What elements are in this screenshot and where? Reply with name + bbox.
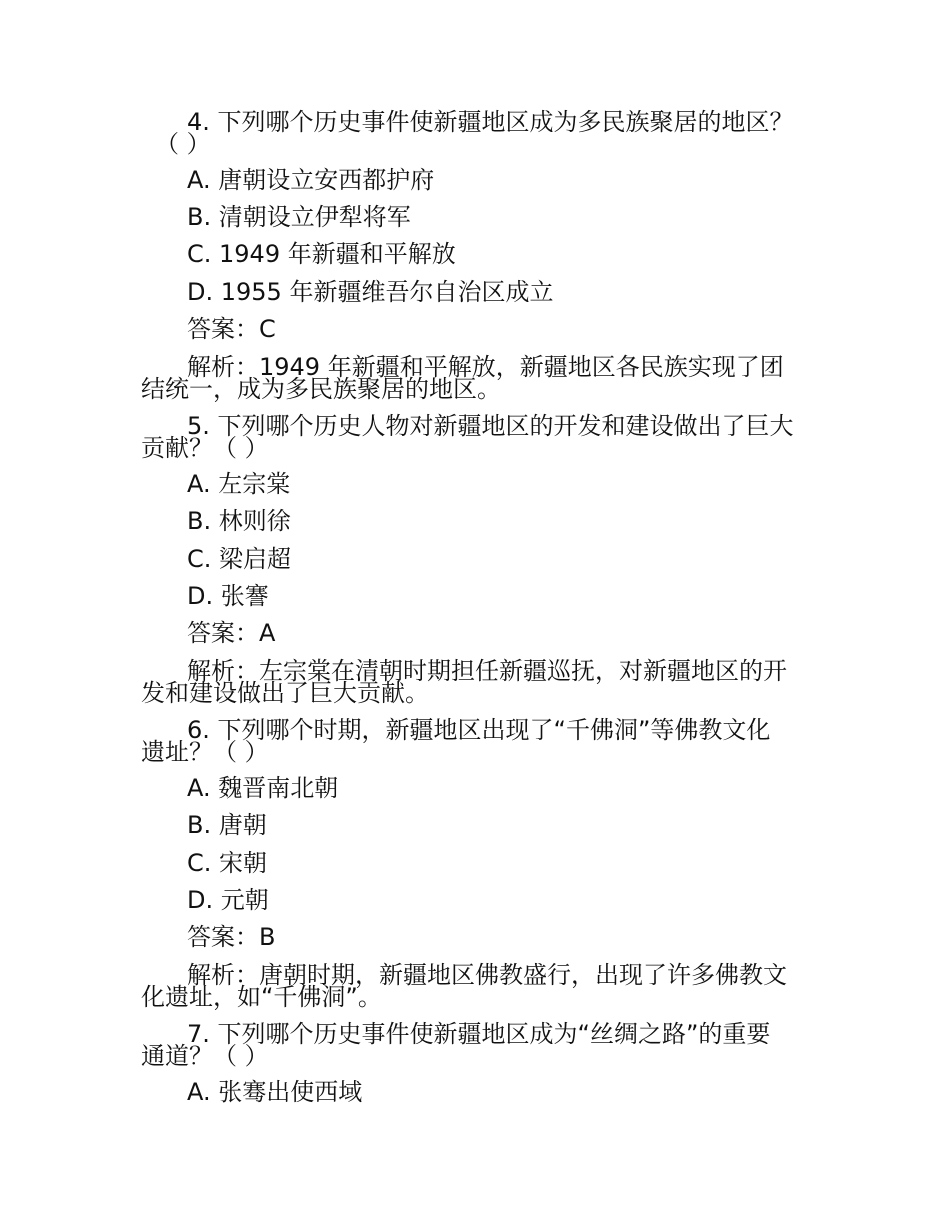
question-5-text-cont: 贡献？（ ） xyxy=(141,434,269,462)
question-6-option-d: D. 元朝 xyxy=(187,886,269,914)
question-5-option-c: C. 梁启超 xyxy=(187,545,292,573)
question-4-text: 4. 下列哪个历史事件使新疆地区成为多民族聚居的地区？ xyxy=(187,108,794,136)
question-4-analysis-cont: 结统一，成为多民族聚居的地区。 xyxy=(141,375,501,403)
question-5-option-a: A. 左宗棠 xyxy=(187,470,291,498)
question-5-text: 5. 下列哪个历史人物对新疆地区的开发和建设做出了巨大 xyxy=(187,412,794,440)
question-6-option-a: A. 魏晋南北朝 xyxy=(187,774,339,802)
question-4-answer: 答案：C xyxy=(187,315,276,343)
question-6-text: 6. 下列哪个时期，新疆地区出现了“千佛洞”等佛教文化 xyxy=(187,716,771,744)
question-4-option-b: B. 清朝设立伊犁将军 xyxy=(187,203,411,231)
question-4-option-c: C. 1949 年新疆和平解放 xyxy=(187,240,456,268)
question-5-answer: 答案：A xyxy=(187,619,276,647)
question-4-analysis: 解析：1949 年新疆和平解放，新疆地区各民族实现了团 xyxy=(187,353,784,381)
question-7-text-cont: 通道？（ ） xyxy=(141,1042,269,1070)
question-7-text: 7. 下列哪个历史事件使新疆地区成为“丝绸之路”的重要 xyxy=(187,1020,771,1048)
question-6-option-b: B. 唐朝 xyxy=(187,811,267,839)
question-4-option-a: A. 唐朝设立安西都护府 xyxy=(187,166,435,194)
question-5-analysis-cont: 发和建设做出了巨大贡献。 xyxy=(141,679,429,707)
question-6-answer: 答案：B xyxy=(187,923,276,951)
question-6-option-c: C. 宋朝 xyxy=(187,849,268,877)
question-4-option-d: D. 1955 年新疆维吾尔自治区成立 xyxy=(187,278,554,306)
question-6-analysis-cont: 化遗址，如“千佛洞”。 xyxy=(141,983,382,1011)
question-5-option-b: B. 林则徐 xyxy=(187,507,291,535)
question-4-blank: （ ） xyxy=(155,130,211,158)
question-5-analysis: 解析：左宗棠在清朝时期担任新疆巡抚，对新疆地区的开 xyxy=(187,657,787,685)
question-5-option-d: D. 张謇 xyxy=(187,582,269,610)
question-7-option-a: A. 张骞出使西域 xyxy=(187,1078,363,1106)
question-6-text-cont: 遗址？（ ） xyxy=(141,738,269,766)
question-6-analysis: 解析：唐朝时期，新疆地区佛教盛行，出现了许多佛教文 xyxy=(187,961,787,989)
